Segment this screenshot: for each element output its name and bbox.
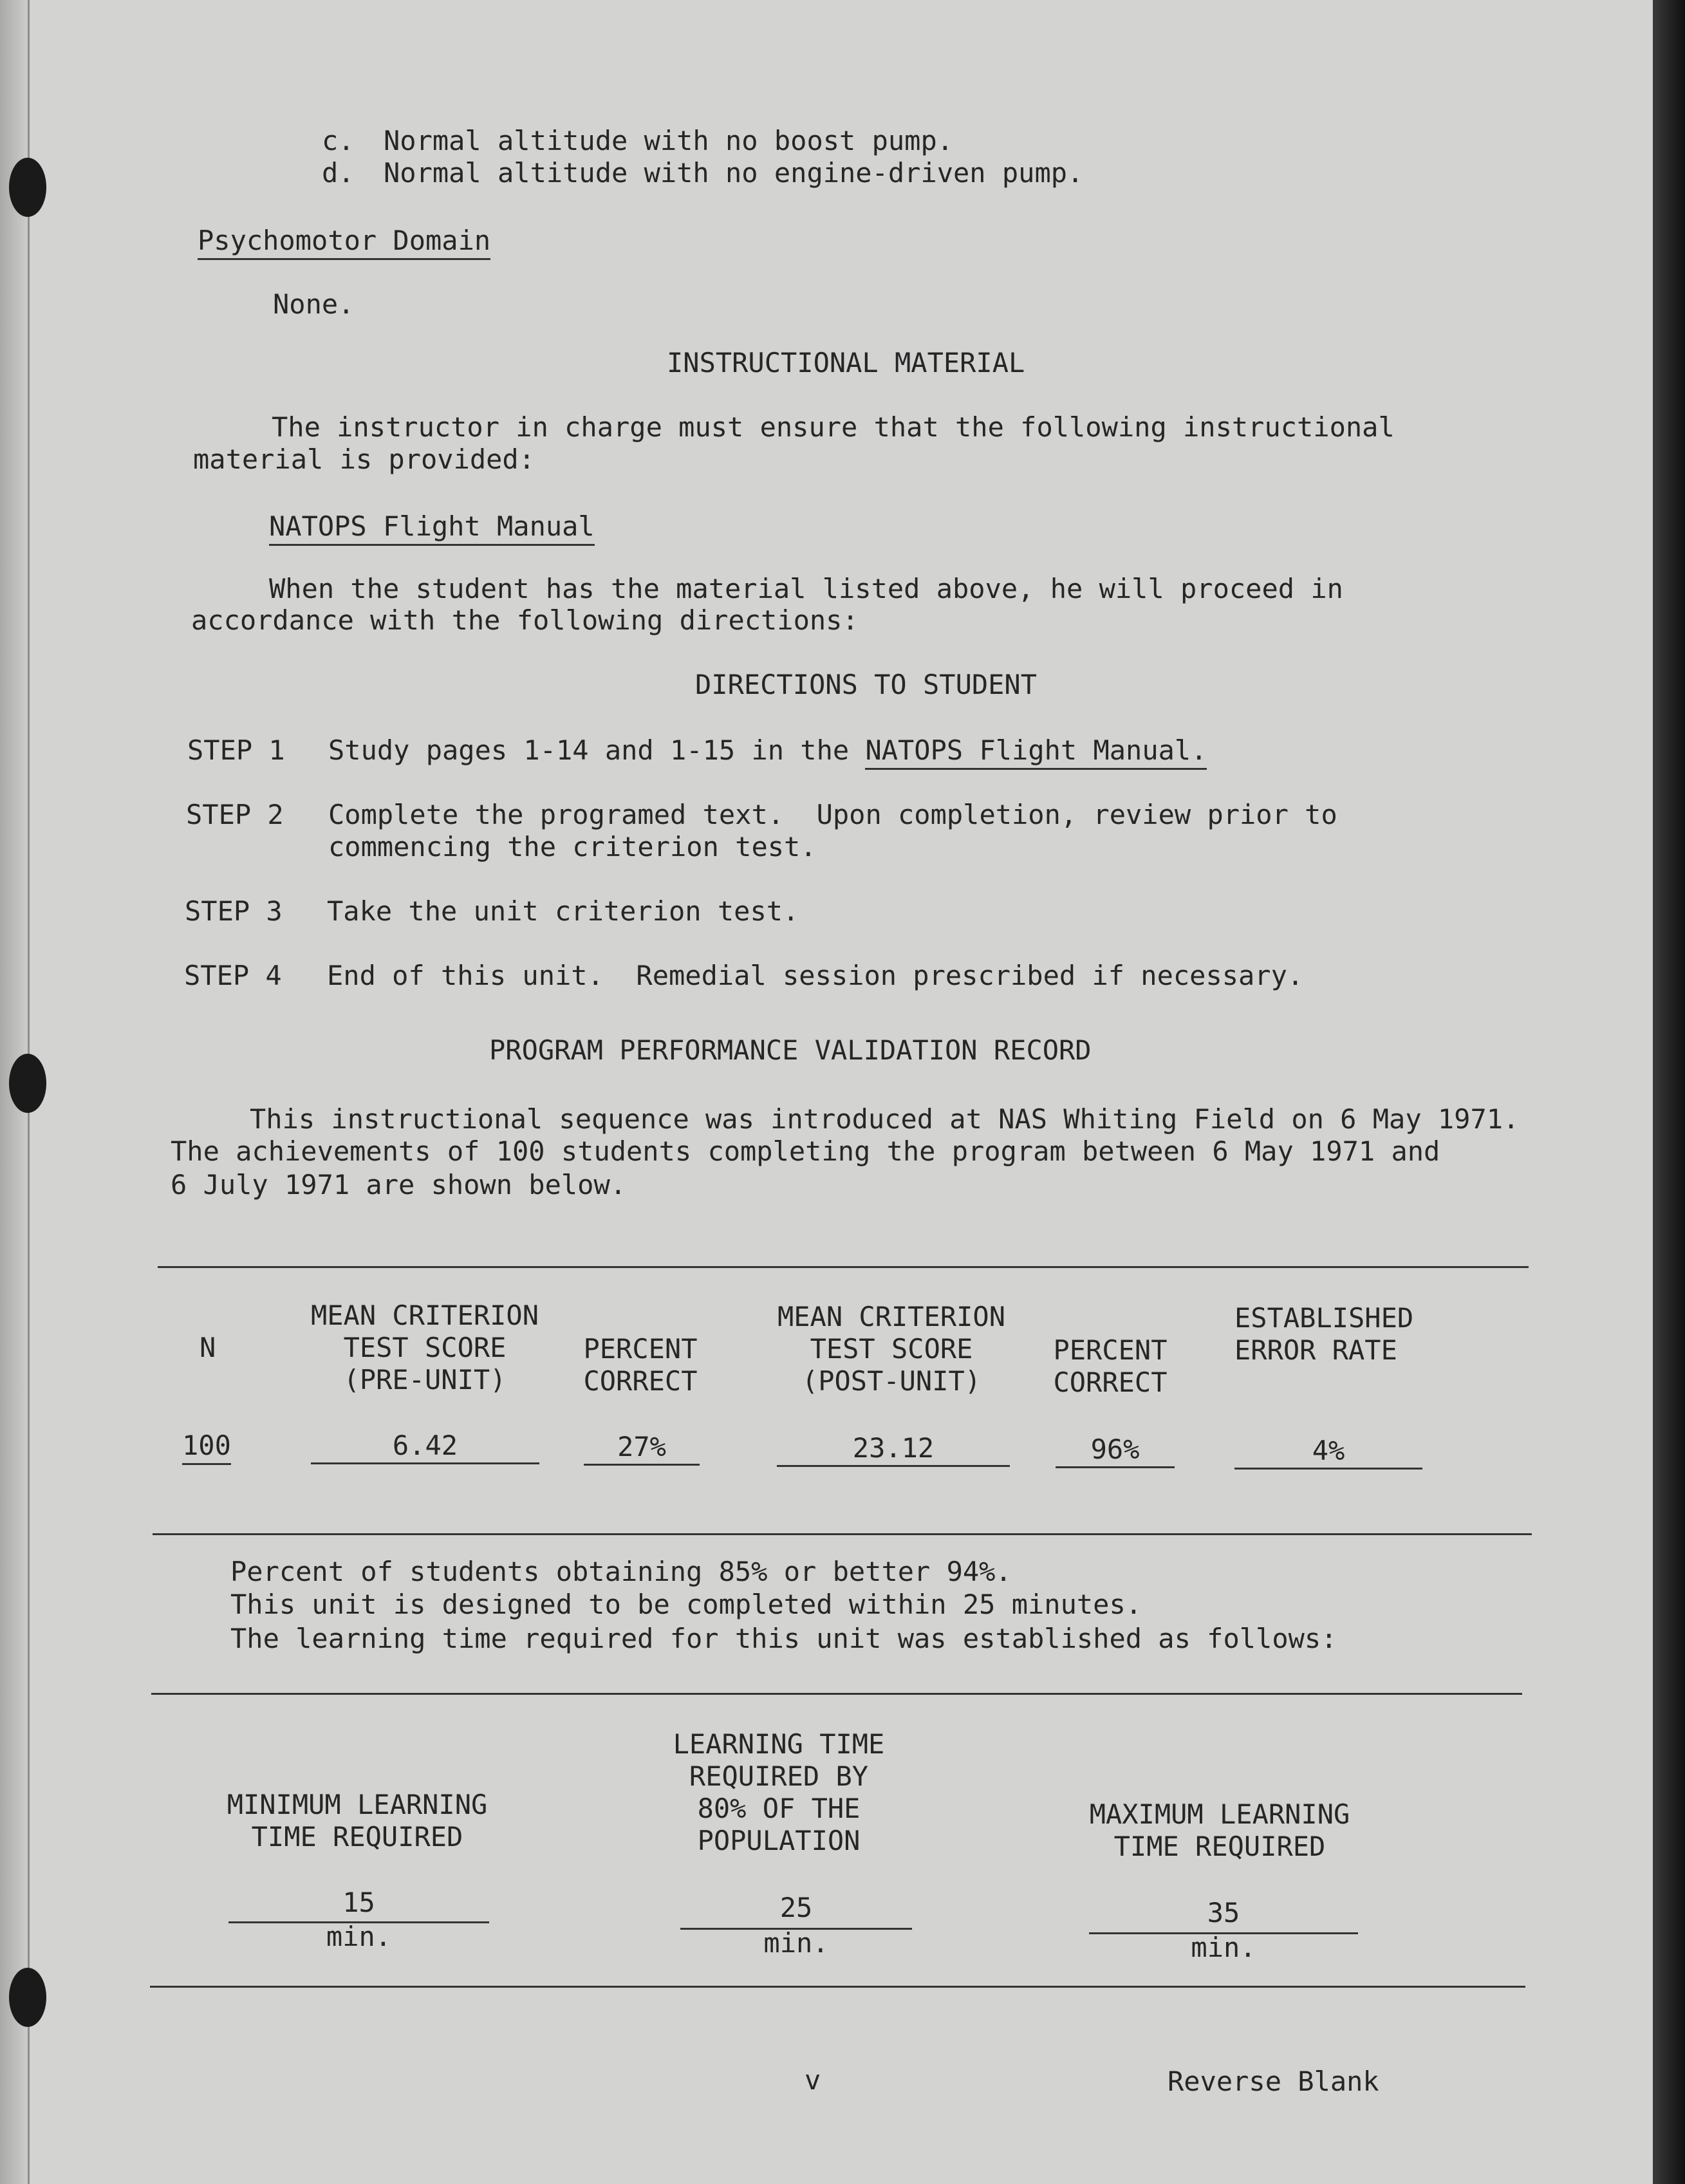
header-error-rate-2: ERROR RATE	[1234, 1334, 1397, 1366]
step-1-text	[328, 734, 1207, 767]
max-unit: min.	[1191, 1932, 1256, 1963]
value-pre-score-line	[311, 1462, 539, 1464]
header-pre-score-3: (PRE-UNIT)	[343, 1364, 507, 1395]
step-1-body: Study pages 1-14 and 1-15 in the	[328, 734, 866, 766]
value-n: 100	[182, 1430, 231, 1465]
value-pre-percent-line	[584, 1464, 700, 1466]
value-error-rate-line	[1234, 1468, 1422, 1470]
min-value: 15	[342, 1887, 375, 1918]
psychomotor-heading: Psychomotor Domain	[198, 225, 490, 260]
max-label-2: TIME REQUIRED	[1113, 1831, 1326, 1862]
list-item-d: Normal altitude with no engine-driven pump.	[384, 157, 1084, 189]
summary-line2: This unit is designed to be completed within 25 minutes.	[230, 1589, 1142, 1620]
binder-hole-middle	[9, 1054, 46, 1113]
table-bottom-rule	[153, 1533, 1532, 1535]
table-top-rule	[158, 1266, 1529, 1268]
summary-line1: Percent of students obtaining 85% or better 94%.	[230, 1556, 1012, 1587]
list-marker-d: d.	[322, 157, 355, 189]
validation-line3: 6 July 1971 are shown below.	[171, 1169, 627, 1200]
step-3-text: Take the unit criterion test.	[327, 895, 799, 927]
p80-value: 25	[779, 1892, 813, 1923]
p80-label-3: 80% OF THE	[697, 1793, 861, 1824]
instructional-material-heading: INSTRUCTIONAL MATERIAL	[667, 347, 1025, 378]
header-pre-percent-2: CORRECT	[583, 1365, 698, 1397]
min-label-2: TIME REQUIRED	[251, 1821, 463, 1853]
header-post-percent-2: CORRECT	[1053, 1367, 1168, 1398]
binder-hole-top	[9, 158, 46, 217]
instructional-after-line2: accordance with the following directions:	[191, 604, 859, 636]
min-unit: min.	[326, 1921, 392, 1952]
directions-heading: DIRECTIONS TO STUDENT	[695, 669, 1038, 700]
step-4-label: STEP 4	[184, 960, 282, 991]
step-2-line2: commencing the criterion test.	[328, 831, 817, 863]
page-right-edge	[1653, 0, 1685, 2184]
validation-line1: This instructional sequence was introduced at NAS Whiting Field on 6 May 1971.	[250, 1103, 1520, 1135]
min-label-1: MINIMUM LEARNING	[227, 1789, 488, 1820]
header-error-rate-1: ESTABLISHED	[1234, 1302, 1414, 1334]
header-pre-score-2: TEST SCORE	[343, 1332, 507, 1363]
learning-top-rule	[151, 1693, 1522, 1695]
instructional-after-line1: When the student has the material listed above, he will proceed in	[269, 573, 1343, 604]
psychomotor-body: None.	[273, 288, 355, 320]
header-post-score-1: MEAN CRITERION	[777, 1301, 1005, 1332]
value-pre-score: 6.42	[392, 1430, 458, 1461]
header-pre-score-1: MEAN CRITERION	[310, 1300, 539, 1331]
instructional-intro-line2: material is provided:	[193, 443, 535, 475]
page-number: v	[805, 2064, 821, 2096]
header-post-score-3: (POST-UNIT)	[801, 1365, 982, 1397]
summary-line3: The learning time required for this unit was established as follows:	[230, 1623, 1337, 1654]
value-post-score-line	[777, 1465, 1010, 1467]
p80-label-2: REQUIRED BY	[689, 1760, 869, 1792]
list-marker-c: c.	[322, 125, 355, 156]
reverse-blank-note: Reverse Blank	[1168, 2066, 1379, 2097]
p80-label-4: POPULATION	[697, 1825, 861, 1856]
instructional-intro-line1: The instructor in charge must ensure that the following instructional	[272, 411, 1395, 443]
step-1-label: STEP 1	[187, 734, 285, 766]
header-post-percent-1: PERCENT	[1053, 1334, 1168, 1366]
header-post-score-2: TEST SCORE	[810, 1333, 973, 1365]
p80-label-1: LEARNING TIME	[673, 1728, 885, 1760]
header-n: N	[200, 1332, 216, 1363]
binder-hole-bottom	[9, 1968, 46, 2027]
header-pre-percent-1: PERCENT	[583, 1333, 698, 1365]
validation-line2: The achievements of 100 students completing the program between 6 May 1971 and	[171, 1135, 1440, 1167]
step-2-label: STEP 2	[186, 799, 284, 830]
value-post-score: 23.12	[852, 1432, 935, 1464]
learning-bottom-rule	[150, 1986, 1525, 1988]
value-post-percent-line	[1056, 1466, 1175, 1468]
max-value: 35	[1207, 1897, 1240, 1928]
step-4-text: End of this unit. Remedial session prescribed if necessary.	[327, 960, 1304, 991]
material-item: NATOPS Flight Manual	[269, 510, 595, 546]
list-item-c: Normal altitude with no boost pump.	[384, 125, 954, 156]
value-pre-percent: 27%	[617, 1431, 666, 1462]
max-label-1: MAXIMUM LEARNING	[1089, 1798, 1350, 1830]
validation-heading: PROGRAM PERFORMANCE VALIDATION RECORD	[489, 1034, 1092, 1066]
step-1-manual-ref: NATOPS Flight Manual.	[865, 734, 1207, 770]
step-2-line1: Complete the programed text. Upon completion, review prior to	[328, 799, 1337, 830]
value-post-percent: 96%	[1090, 1433, 1140, 1465]
value-error-rate: 4%	[1312, 1435, 1345, 1466]
p80-unit: min.	[763, 1927, 829, 1959]
step-3-label: STEP 3	[185, 895, 283, 927]
